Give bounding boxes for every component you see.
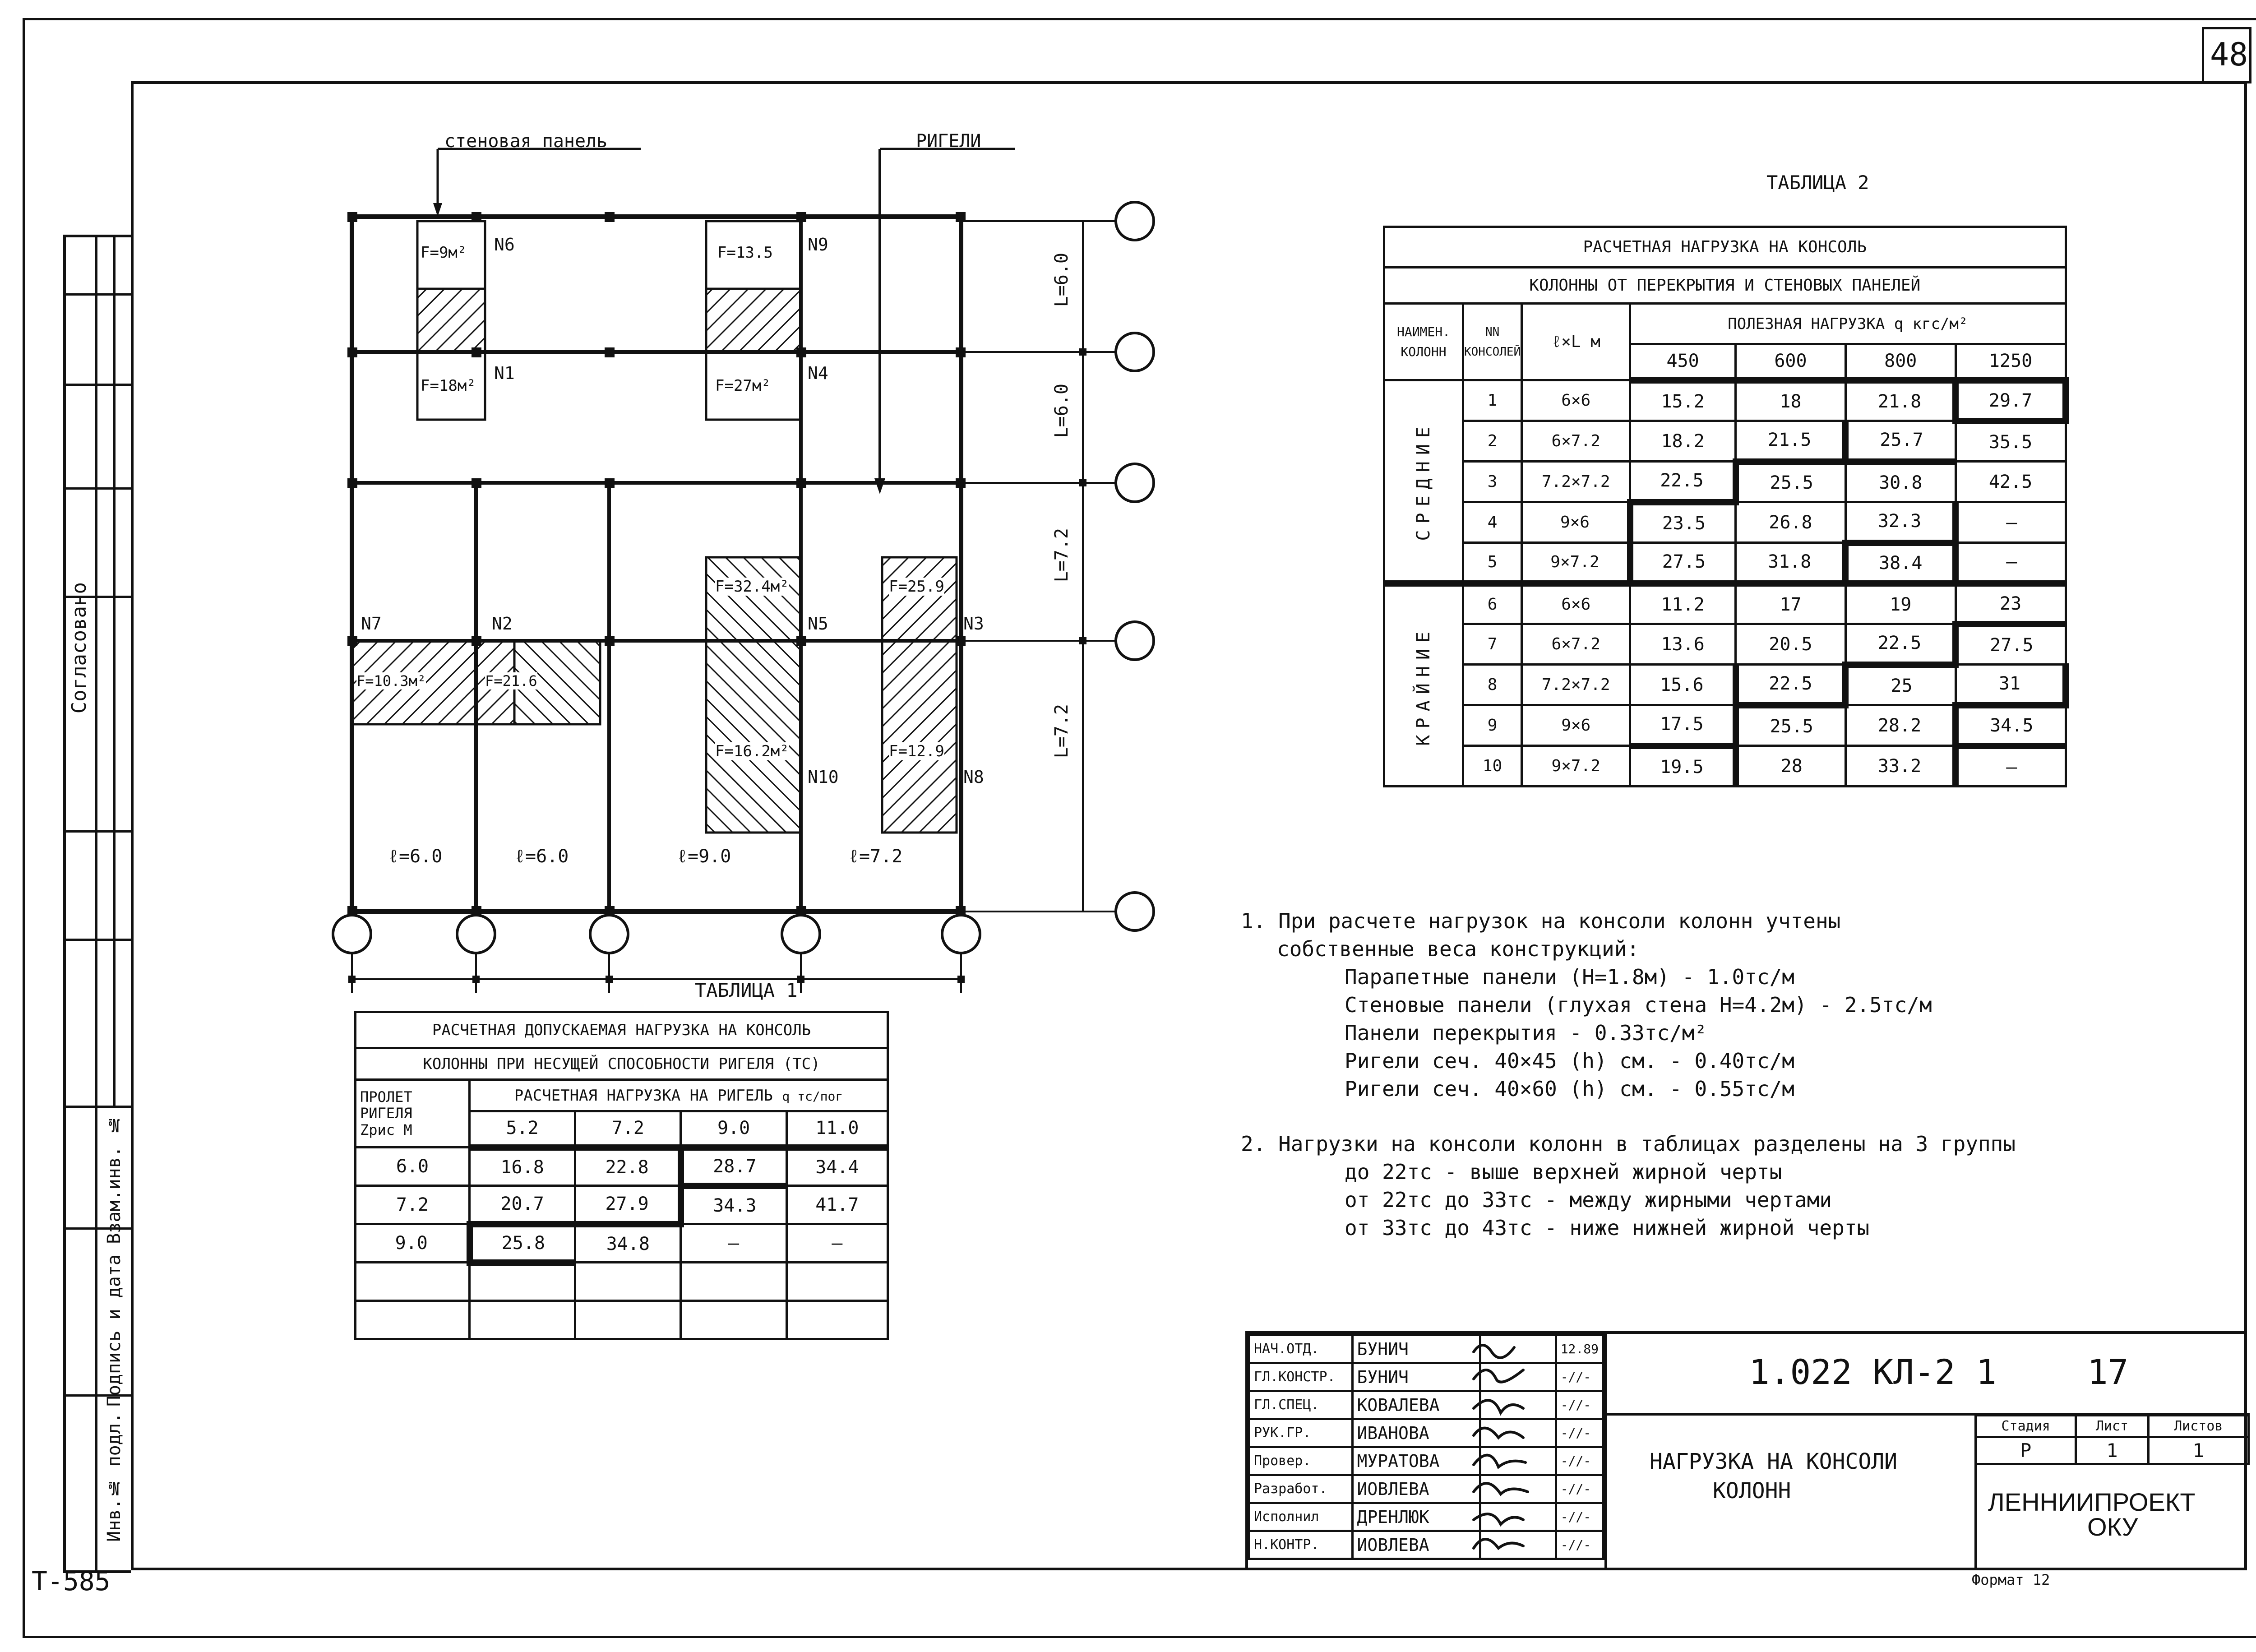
table2-lL: 6×7.2	[1522, 624, 1630, 665]
table-row	[1384, 665, 2066, 705]
table2-n: 3	[1463, 462, 1522, 502]
axis-span-h1: ℓ=6.0	[388, 846, 443, 867]
table-row	[1384, 705, 2066, 746]
axis-span-v2: L=6.0	[1051, 384, 1072, 438]
notes	[1241, 907, 2016, 1242]
table2-head-nn: NN КОНСОЛЕЙ	[1463, 304, 1522, 380]
table1-load-2: 7.2	[575, 1111, 681, 1148]
table2-cell: 25.5	[1736, 705, 1846, 746]
drawing-title-1: НАГРУЗКА НА КОНСОЛИ	[1650, 1449, 1898, 1474]
role-label: Провер.	[1249, 1447, 1353, 1475]
role-date: -//-	[1556, 1531, 1603, 1559]
table2-cell: —	[1956, 746, 2066, 787]
table2-title-line1: РАСЧЕТНАЯ НАГРУЗКА НА КОНСОЛЬ	[1583, 238, 1867, 256]
note1-item: Стеновые панели (глухая стена H=4.2м) - 2.5тс/м	[1345, 993, 1932, 1017]
table2-n: 9	[1463, 705, 1522, 746]
role-date: -//-	[1556, 1391, 1603, 1419]
table1-cell: 28.7	[681, 1148, 786, 1186]
area-label-10: F=12.9	[889, 742, 944, 760]
table-row	[1384, 543, 2066, 583]
table2-cell: 20.5	[1736, 624, 1846, 665]
table1-load-3: 9.0	[681, 1111, 786, 1148]
table2-load-2: 600	[1736, 344, 1846, 380]
axis-span-h4: ℓ=7.2	[848, 846, 903, 867]
table2-cell: 22.5	[1630, 462, 1736, 502]
axis-span-v3: L=7.2	[1051, 528, 1072, 583]
table1-cell: 25.8	[470, 1224, 575, 1263]
table2-cell: 19.5	[1630, 746, 1736, 787]
table1-cell: 20.7	[470, 1186, 575, 1224]
node-label-n4: N4	[808, 363, 828, 383]
role-date: -//-	[1556, 1475, 1603, 1503]
table2-cell: 28	[1736, 746, 1846, 787]
table2-lL: 6×6	[1522, 380, 1630, 421]
table1-head-load-unit: q тс/пог	[782, 1088, 843, 1104]
table1-cell: —	[786, 1224, 888, 1263]
area-label-3: F=18м²	[421, 377, 476, 395]
table2-cell: 17	[1736, 583, 1846, 624]
table2-n: 2	[1463, 421, 1522, 462]
table2-cell: 25	[1845, 665, 1956, 705]
inv-orig-label: Инв.№ подл.	[104, 1412, 125, 1542]
note2-item: до 22тс - выше верхней жирной черты	[1345, 1160, 1782, 1184]
table2-lL: 6×6	[1522, 583, 1630, 624]
axis-span-v4: L=7.2	[1051, 704, 1072, 759]
role-name: КОВАЛЕВА	[1352, 1391, 1480, 1419]
table1-cell: 41.7	[786, 1186, 888, 1224]
table2	[1383, 226, 2069, 787]
table2-lL: 6×7.2	[1522, 421, 1630, 462]
table2-n: 4	[1463, 502, 1522, 543]
role-name: МУРАТОВА	[1352, 1447, 1480, 1475]
role-name: БУНИЧ	[1352, 1335, 1480, 1363]
signatures	[1465, 1334, 1541, 1559]
sheets-value: 1	[2148, 1437, 2248, 1464]
table2-cell: —	[1956, 502, 2066, 543]
sheet-label: Лист	[2076, 1416, 2148, 1437]
role-date: 12.89	[1556, 1335, 1603, 1363]
table2-cell: 13.6	[1630, 624, 1736, 665]
table1-load-1: 5.2	[470, 1111, 575, 1148]
table2-cell: 33.2	[1845, 746, 1956, 787]
table2-cell: 30.8	[1845, 462, 1956, 502]
page-number: 48	[2210, 36, 2248, 73]
note2-item: от 33тс до 43тс - ниже нижней жирной черты	[1345, 1216, 1870, 1240]
table2-lL: 9×7.2	[1522, 746, 1630, 787]
title-block	[1245, 1331, 2247, 1570]
node-label-n10: N10	[808, 767, 839, 787]
table2-cell: 11.2	[1630, 583, 1736, 624]
table-row	[1384, 624, 2066, 665]
table2-cell: 29.7	[1956, 380, 2066, 421]
table1-cell: 34.3	[681, 1186, 786, 1224]
note1-item: Ригели сеч. 40×60 (h) см. - 0.55тс/м	[1345, 1077, 1794, 1101]
table1-cell: 34.4	[786, 1148, 888, 1186]
role-name: ДРЕНЛЮК	[1352, 1503, 1480, 1531]
role-label: Н.КОНТР.	[1249, 1531, 1353, 1559]
area-label-1: F=9м²	[421, 244, 467, 262]
table2-cell: 17.5	[1630, 705, 1736, 746]
side-strip	[63, 235, 131, 1570]
table2-n: 6	[1463, 583, 1522, 624]
table1-title-line2: КОЛОННЫ ПРИ НЕСУЩЕЙ СПОСОБНОСТИ РИГЕЛЯ (ТС)	[423, 1055, 820, 1073]
sheet-code: 17	[2087, 1352, 2129, 1392]
table1-head-load: РАСЧЕТНАЯ НАГРУЗКА НА РИГЕЛЬ	[514, 1086, 773, 1105]
role-label: НАЧ.ОТД.	[1249, 1335, 1353, 1363]
wall-panel-label: стеновая панель	[444, 131, 608, 152]
table2-cell: 25.5	[1736, 462, 1846, 502]
table-row	[356, 1224, 888, 1263]
table2-cell: 38.4	[1845, 543, 1956, 583]
table2-lL: 7.2×7.2	[1522, 665, 1630, 705]
table2-cell: 27.5	[1956, 624, 2066, 665]
area-label-7: F=10.3м²	[356, 672, 426, 689]
inv-no-label: Взам.инв. №	[104, 1115, 125, 1244]
role-date: -//-	[1556, 1447, 1603, 1475]
table2-n: 5	[1463, 543, 1522, 583]
table2-cell: 31.8	[1736, 543, 1846, 583]
table2-cell: 21.5	[1736, 421, 1846, 462]
table2-group-edge: КРАЙНИЕ	[1413, 625, 1434, 746]
role-date: -//-	[1556, 1419, 1603, 1447]
node-label-n8: N8	[963, 767, 984, 787]
table2-cell: 18	[1736, 380, 1846, 421]
table2-cell: 18.2	[1630, 421, 1736, 462]
note1-item: Ригели сеч. 40×45 (h) см. - 0.40тс/м	[1345, 1049, 1794, 1073]
drawing-title-2: КОЛОНН	[1713, 1478, 1791, 1504]
table2-head-name: НАИМЕН. КОЛОНН	[1384, 304, 1463, 380]
table2-cell: 34.5	[1956, 705, 2066, 746]
table2-cell: 21.8	[1845, 380, 1956, 421]
org-name-1: ЛЕННИИПРОЕКТ	[1988, 1488, 2196, 1516]
node-label-n9: N9	[808, 235, 828, 255]
table2-cell: 42.5	[1956, 462, 2066, 502]
table-row	[1384, 502, 2066, 543]
table2-cell: 23.5	[1630, 502, 1736, 543]
role-date: -//-	[1556, 1363, 1603, 1391]
table2-load-3: 800	[1845, 344, 1956, 380]
role-name: БУНИЧ	[1352, 1363, 1480, 1391]
table-row	[356, 1186, 888, 1224]
table1-cell: —	[681, 1224, 786, 1263]
node-label-n2: N2	[492, 614, 513, 634]
table-row	[1384, 462, 2066, 502]
sign-date-label: Подпись и дата	[104, 1254, 125, 1407]
axis-span-v1: L=6.0	[1051, 253, 1072, 307]
table1-span-1: 6.0	[356, 1148, 470, 1186]
agreed-label: Согласовано	[68, 582, 91, 714]
table2-cell: 28.2	[1845, 705, 1956, 746]
role-label: Разработ.	[1249, 1475, 1353, 1503]
table1-cell: 34.8	[575, 1224, 681, 1263]
note2-item: от 22тс до 33тс - между жирными чертами	[1345, 1188, 1832, 1212]
table2-cell: 15.2	[1630, 380, 1736, 421]
table-row	[356, 1148, 888, 1186]
table1-caption: ТАБЛИЦА 1	[695, 979, 798, 1001]
note1-item: Панели перекрытия - 0.33тс/м²	[1345, 1021, 1707, 1045]
role-name: ИОВЛЕВА	[1352, 1475, 1480, 1503]
doc-code: 1.022 КЛ-2 1	[1749, 1352, 1997, 1392]
area-label-6: F=25.9	[889, 578, 944, 596]
role-name: ИОВЛЕВА	[1352, 1531, 1480, 1559]
table1-span-3: 9.0	[356, 1224, 470, 1263]
table1-span-2: 7.2	[356, 1186, 470, 1224]
note1-line2: собственные веса конструкций:	[1277, 937, 1640, 961]
table2-cell: 25.7	[1845, 421, 1956, 462]
node-label-n6: N6	[494, 235, 515, 255]
axis-span-h2: ℓ=6.0	[514, 846, 569, 867]
sheets-label: Листов	[2148, 1416, 2248, 1437]
area-label-9: F=16.2м²	[715, 742, 789, 760]
area-label-8: F=21.6	[485, 672, 537, 689]
role-label: РУК.ГР.	[1249, 1419, 1353, 1447]
table2-n: 7	[1463, 624, 1522, 665]
girder-label: РИГЕЛИ	[916, 131, 981, 152]
sheet-value: 1	[2076, 1437, 2148, 1464]
table2-lL: 7.2×7.2	[1522, 462, 1630, 502]
table2-cell: 35.5	[1956, 421, 2066, 462]
table2-cell: 26.8	[1736, 502, 1846, 543]
node-label-n1: N1	[494, 363, 515, 383]
role-date: -//-	[1556, 1503, 1603, 1531]
area-label-4: F=27м²	[715, 377, 771, 395]
table1-head-span: ПРОЛЕТ РИГЕЛЯ	[360, 1088, 412, 1122]
table2-lL: 9×7.2	[1522, 543, 1630, 583]
table2-n: 8	[1463, 665, 1522, 705]
table1	[354, 1011, 889, 1340]
table2-title-line2: КОЛОННЫ ОТ ПЕРЕКРЫТИЯ И СТЕНОВЫХ ПАНЕЛЕЙ	[1529, 276, 1921, 295]
table2-n: 10	[1463, 746, 1522, 787]
table-row	[1384, 421, 2066, 462]
org-name-2: ОКУ	[2087, 1513, 2138, 1541]
table2-lL: 9×6	[1522, 502, 1630, 543]
role-label: Исполнил	[1249, 1503, 1353, 1531]
table1-cell: 16.8	[470, 1148, 575, 1186]
table2-head-load: ПОЛЕЗНАЯ НАГРУЗКА q кгс/м²	[1630, 304, 2066, 344]
table2-cell: 31	[1956, 665, 2066, 705]
table1-cell: 27.9	[575, 1186, 681, 1224]
area-label-5: F=32.4м²	[715, 578, 789, 596]
stage-label: Стадия	[1976, 1416, 2076, 1437]
note2-line1: 2. Нагрузки на консоли колонн в таблицах разделены на 3 группы	[1241, 1132, 2016, 1156]
table-row	[1384, 380, 2066, 421]
node-label-n5: N5	[808, 614, 828, 634]
table1-cell: 22.8	[575, 1148, 681, 1186]
area-label-2: F=13.5	[717, 244, 773, 262]
stage-table	[1974, 1414, 2250, 1465]
table1-head-span-unit: Zрис М	[360, 1121, 412, 1138]
table2-cell: 22.5	[1845, 624, 1956, 665]
table2-cell: 23	[1956, 583, 2066, 624]
bottom-left-code: Т-585	[32, 1566, 111, 1596]
table2-lL: 9×6	[1522, 705, 1630, 746]
table2-load-4: 1250	[1956, 344, 2066, 380]
node-label-n7: N7	[361, 614, 382, 634]
axis-span-h3: ℓ=9.0	[677, 846, 731, 867]
table2-caption: ТАБЛИЦА 2	[1766, 171, 1869, 194]
axis-bubbles-bottom	[316, 902, 993, 966]
table2-cell: 32.3	[1845, 502, 1956, 543]
table2-cell: 27.5	[1630, 543, 1736, 583]
table-row	[1384, 583, 2066, 624]
format-note: Формат 12	[1972, 1571, 2050, 1588]
table2-cell: 19	[1845, 583, 1956, 624]
table2-cell: 22.5	[1736, 665, 1846, 705]
table2-group-middle: СРЕДНИЕ	[1413, 420, 1434, 541]
title-block-roles	[1248, 1334, 1604, 1560]
table2-load-1: 450	[1630, 344, 1736, 380]
table-row	[1384, 746, 2066, 787]
table2-head-lL: ℓ×L м	[1522, 304, 1630, 380]
table2-n: 1	[1463, 380, 1522, 421]
note1-item: Парапетные панели (H=1.8м) - 1.0тс/м	[1345, 965, 1794, 989]
role-name: ИВАНОВА	[1352, 1419, 1480, 1447]
table2-cell: 15.6	[1630, 665, 1736, 705]
table1-title-line1: РАСЧЕТНАЯ ДОПУСКАЕМАЯ НАГРУЗКА НА КОНСОЛЬ	[432, 1021, 811, 1039]
role-label: ГЛ.СПЕЦ.	[1249, 1391, 1353, 1419]
table2-cell: —	[1956, 543, 2066, 583]
table1-load-4: 11.0	[786, 1111, 888, 1148]
stage-value: Р	[1976, 1437, 2076, 1464]
role-label: ГЛ.КОНСТР.	[1249, 1363, 1353, 1391]
node-label-n3: N3	[963, 614, 984, 634]
note1-line1: 1. При расчете нагрузок на консоли колонн учтены	[1241, 909, 1841, 933]
